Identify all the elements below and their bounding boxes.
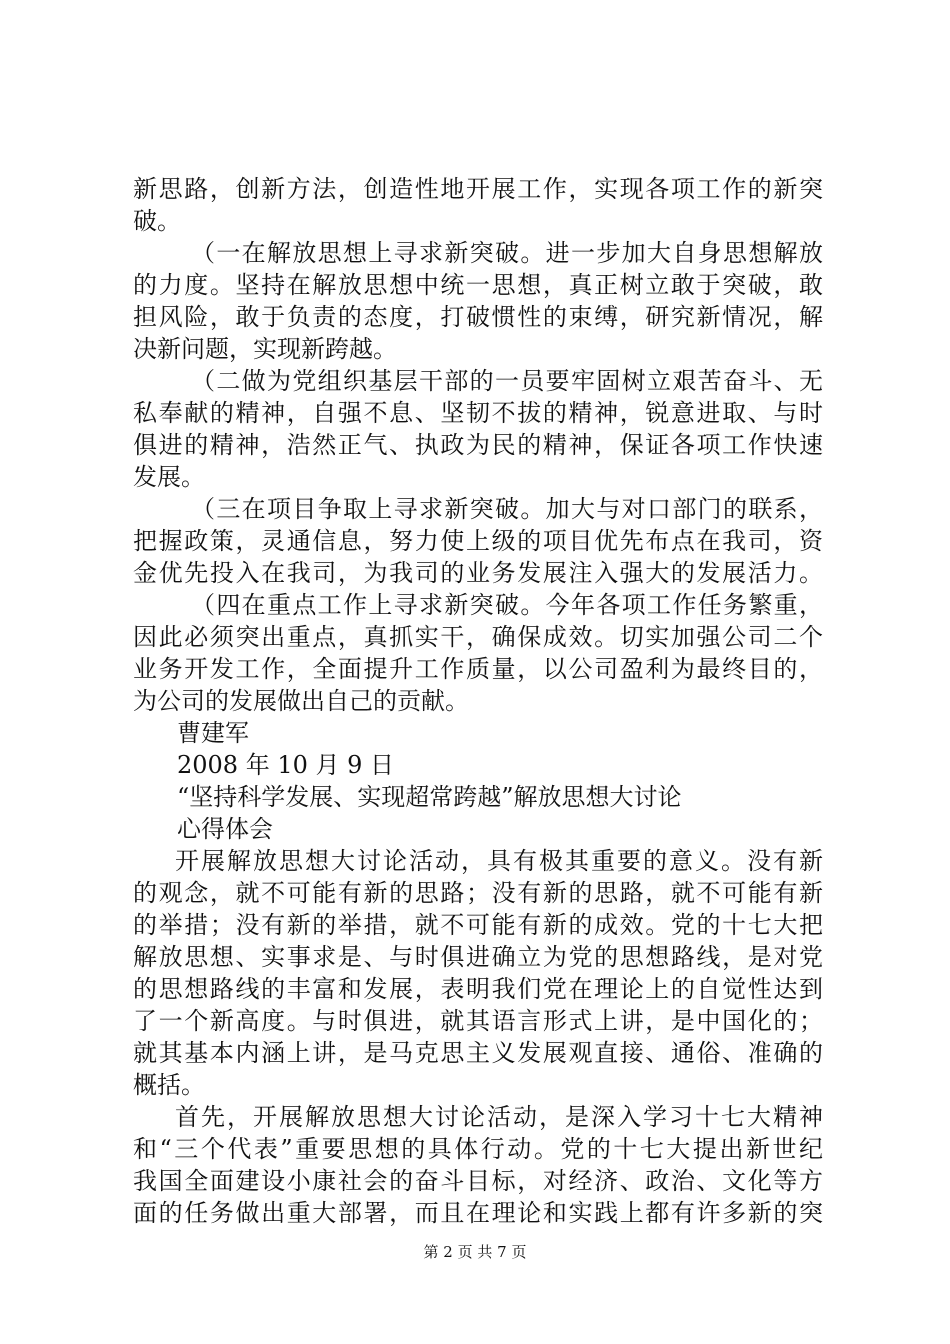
paragraph-five-line: 的观念，就不可能有新的思路；没有新的思路，就不可能有新	[133, 879, 823, 907]
paragraph-three-line: 把握政策，灵通信息，努力使上级的项目优先布点在我司，资	[133, 527, 823, 555]
paragraph-four-line: 因此必须突出重点，真抓实干，确保成效。切实加强公司二个	[133, 623, 823, 651]
paragraph-three-line: （三在项目争取上寻求新突破。加大与对口部门的联系，	[191, 495, 823, 523]
body-line: 新思路，创新方法，创造性地开展工作，实现各项工作的新突	[133, 175, 823, 203]
section-subtitle: 心得体会	[177, 815, 273, 843]
paragraph-five-line: 解放思想、实事求是、与时俱进确立为党的思想路线，是对党	[133, 943, 823, 971]
page-number-footer: 第 2 页 共 7 页	[423, 1243, 527, 1261]
paragraph-one-line: 担风险，敢于负责的态度，打破惯性的束缚，研究新情况，解	[133, 303, 823, 331]
paragraph-six-line: 和“三个代表”重要思想的具体行动。党的十七大提出新世纪	[133, 1135, 823, 1163]
paragraph-five-line: 的举措；没有新的举措，就不可能有新的成效。党的十七大把	[133, 911, 823, 939]
section-title: “坚持科学发展、实现超常跨越”解放思想大讨论	[177, 783, 682, 811]
paragraph-four-line: 业务开发工作，全面提升工作质量，以公司盈利为最终目的，	[133, 655, 823, 683]
paragraph-five-line: 了一个新高度。与时俱进，就其语言形式上讲，是中国化的；	[133, 1007, 823, 1035]
paragraph-one-line: 的力度。坚持在解放思想中统一思想，真正树立敢于突破，敢	[133, 271, 823, 299]
paragraph-two-line: 私奉献的精神，自强不息、坚韧不拔的精神，锐意进取、与时	[133, 399, 823, 427]
paragraph-three-line: 金优先投入在我司，为我司的业务发展注入强大的发展活力。	[133, 559, 823, 587]
paragraph-two-line: 发展。	[133, 463, 205, 491]
paragraph-four-line: （四在重点工作上寻求新突破。今年各项工作任务繁重，	[191, 591, 823, 619]
date: 2008 年 10 月 9 日	[177, 751, 395, 779]
paragraph-five-line: 就其基本内涵上讲，是马克思主义发展观直接、通俗、准确的	[133, 1039, 823, 1067]
body-line: 破。	[133, 207, 181, 235]
paragraph-six-line: 我国全面建设小康社会的奋斗目标，对经济、政治、文化等方	[133, 1167, 823, 1195]
paragraph-five-line: 的思想路线的丰富和发展，表明我们党在理论上的自觉性达到	[133, 975, 823, 1003]
paragraph-two-line: （二做为党组织基层干部的一员要牢固树立艰苦奋斗、无	[191, 367, 823, 395]
signature: 曹建军	[177, 719, 249, 747]
paragraph-six-line: 首先，开展解放思想大讨论活动，是深入学习十七大精神	[175, 1103, 823, 1131]
paragraph-four-line: 为公司的发展做出自己的贡献。	[133, 687, 469, 715]
paragraph-six-line: 面的任务做出重大部署，而且在理论和实践上都有许多新的突	[133, 1199, 823, 1227]
paragraph-five-line: 概括。	[133, 1071, 205, 1099]
paragraph-one-line: （一在解放思想上寻求新突破。进一步加大自身思想解放	[191, 239, 823, 267]
document-body	[133, 173, 823, 1229]
paragraph-five-line: 开展解放思想大讨论活动，具有极其重要的意义。没有新	[175, 847, 823, 875]
paragraph-one-line: 决新问题，实现新跨越。	[133, 335, 397, 363]
paragraph-two-line: 俱进的精神，浩然正气、执政为民的精神，保证各项工作快速	[133, 431, 823, 459]
